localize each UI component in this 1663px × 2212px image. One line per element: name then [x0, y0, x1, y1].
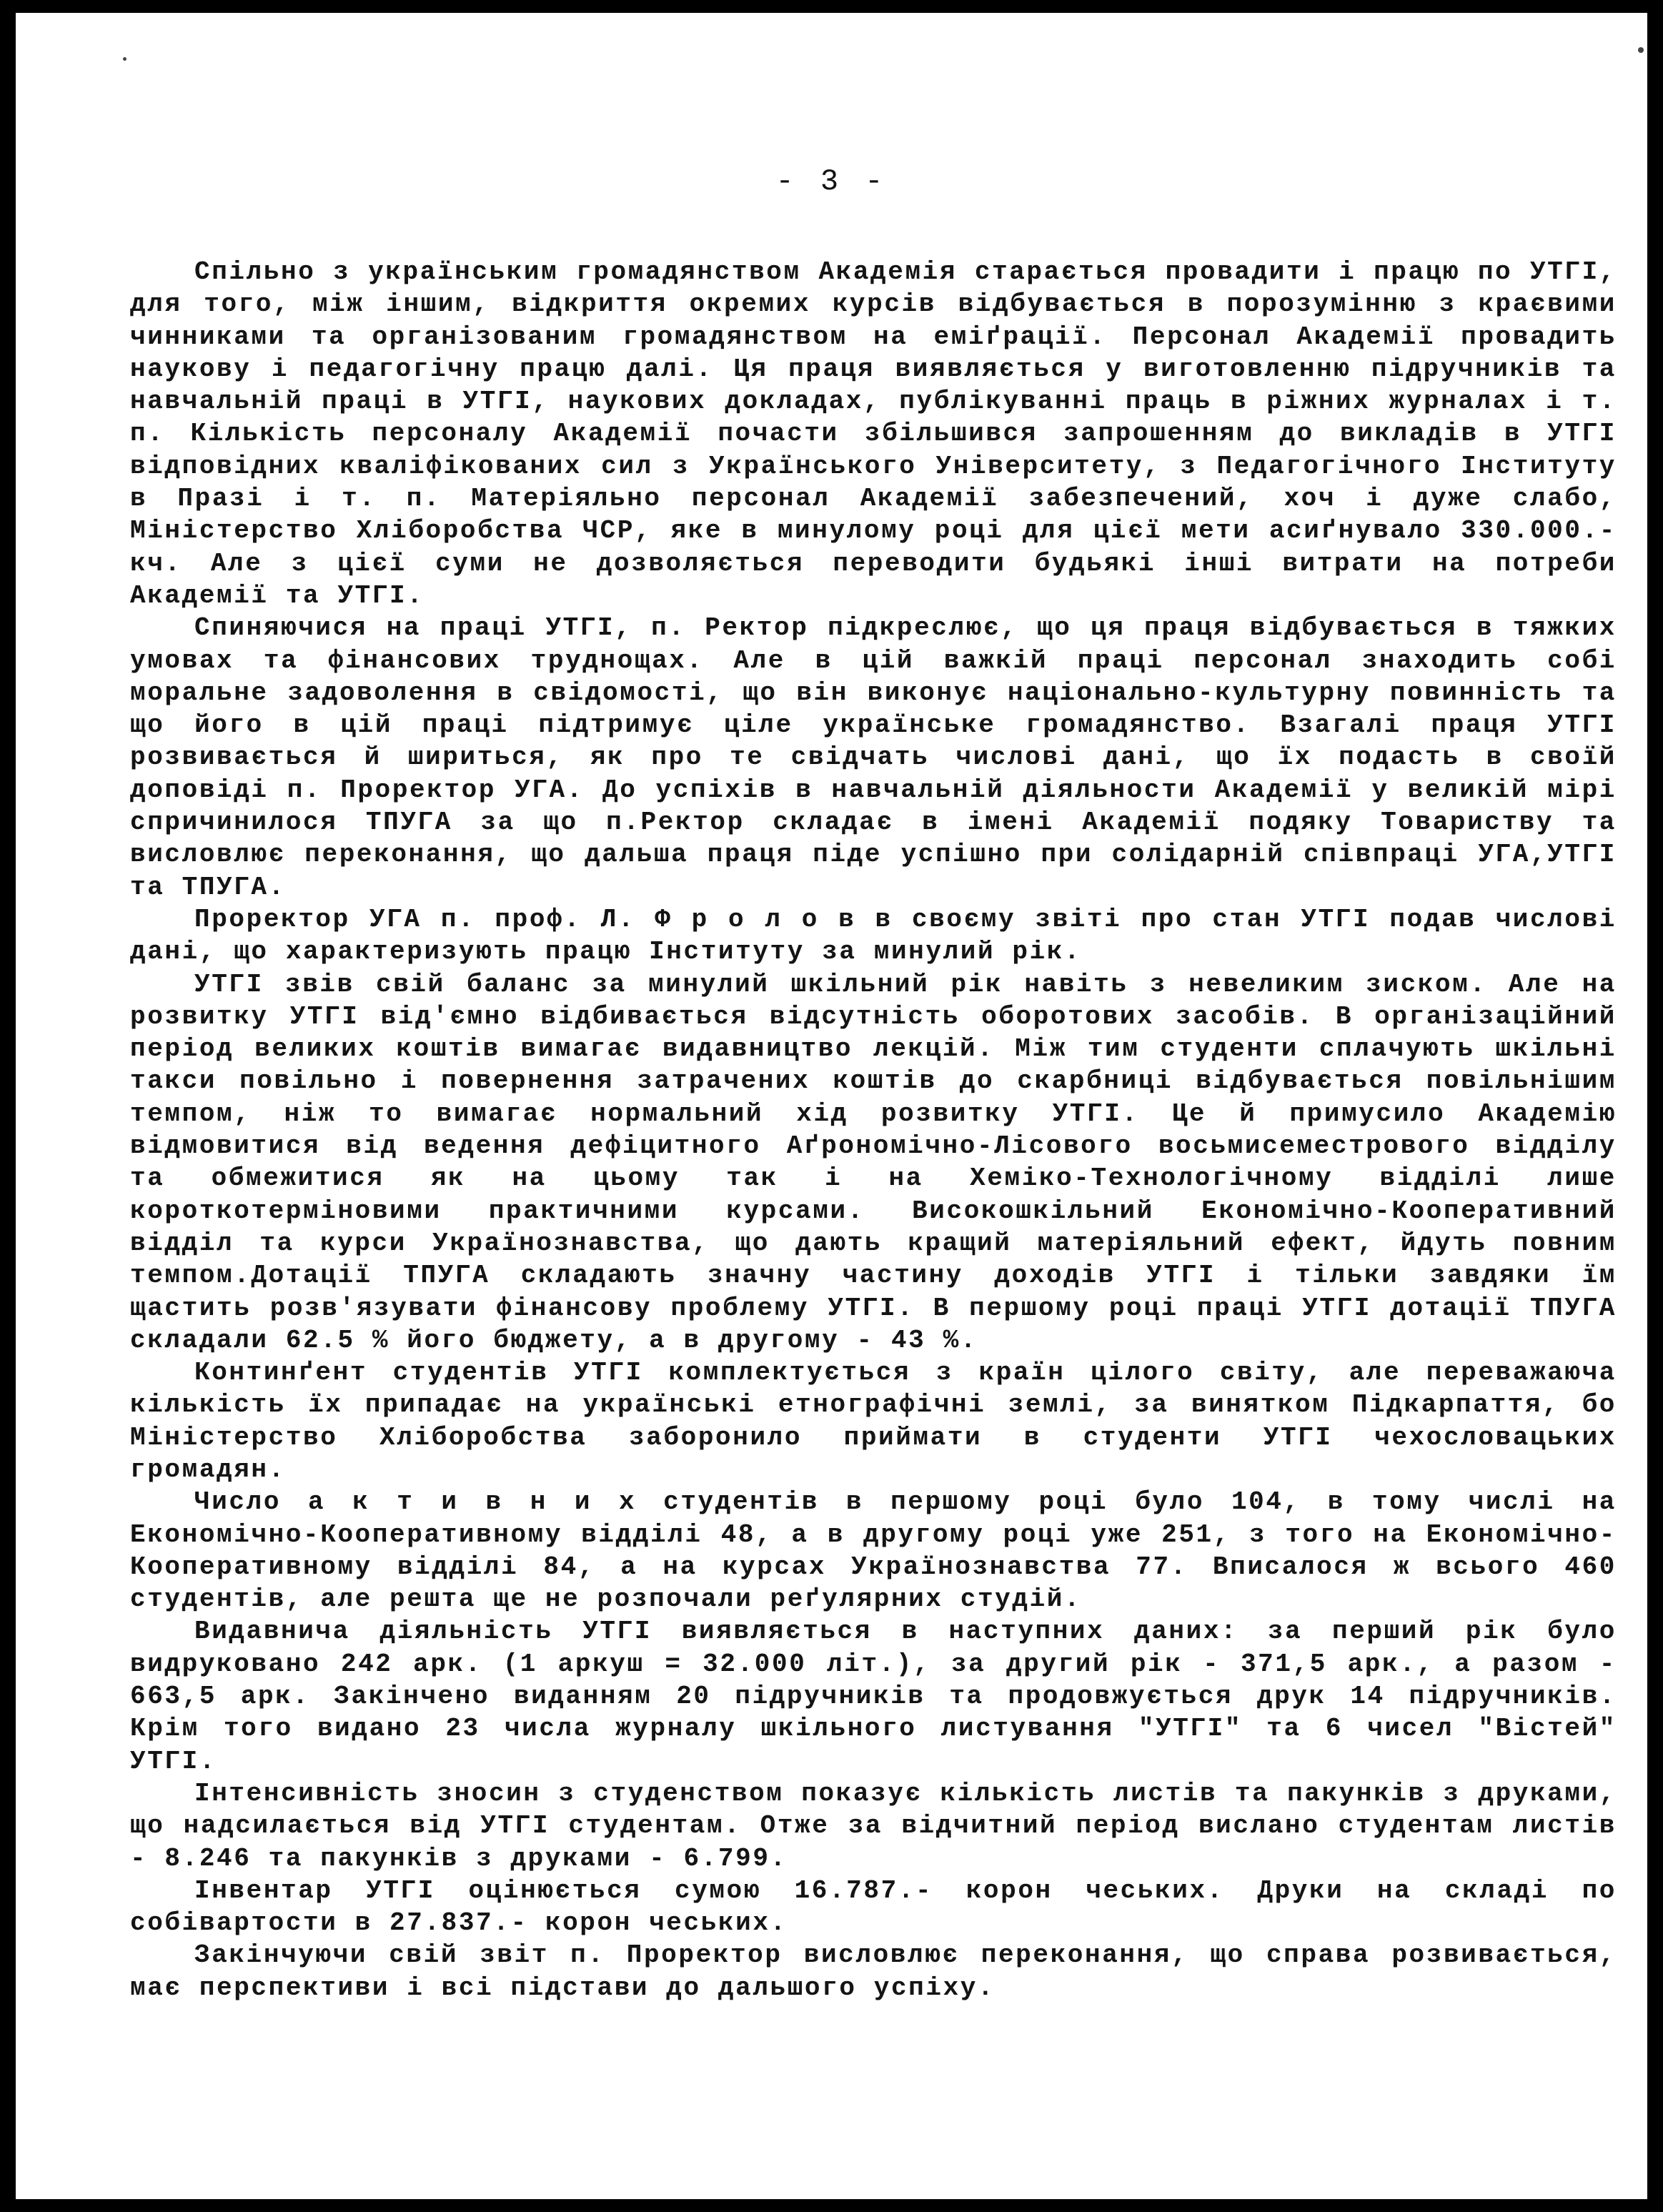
paragraph-academy-work: Спільно з українським громадянством Академія старається провадити і працю по УТГІ, для того, між іншим, відкриття окремих курсів відбувається в порозумінню з краєвими чинниками та організованим громадянством на еміґрації. Персонал Академії провадить наукову і педагогічну працю далі. Ця праця виявляється у виготовленню підручників та навчальній праці в УТГІ, наукових докладах, публікуванні праць в ріжних журналах і т. п. Кількість персоналу Академії почасти збільшився запрошенням до викладів в УТГІ відповідних кваліфікованих сил з Українського Університету, з Педагогічного Інституту в Празі і т. п. Матеріяльно персонал Академії забезпечений, хоч і дуже слабо, Міністерство Хліборобства ЧСР, яке в минулому році для цієї мети асиґнувало 330.000.- кч. Але з цієї суми не дозволяється переводити будьякі інші витрати на потреби Академії та УТГІ. — [130, 257, 1617, 610]
paragraph-active-students: Число а к т и в н и х студентів в першому році було 104, в тому числі на Економічно-Кооперативному відділі 48, а в другому році уже 251, з того на Економічно-Кооперативному відділі 84, а на курсах Українознавства 77. Вписалося ж всього 460 студентів, але решта ще не розпочали реґулярних студій. — [130, 1487, 1617, 1615]
document-page — [16, 13, 1647, 2199]
paragraph-inventory: Інвентар УТГІ оцінюється сумою 16.787.- корон чеських. Друки на складі по собівартости в 27.837.- корон чеських. — [130, 1875, 1617, 1938]
paragraph-prorector-intro: Проректор УГА п. проф. Л. Ф р о л о в в своєму звіті про стан УТГІ подав числові дані, що характеризують працю Інституту за минулий рік. — [130, 904, 1617, 967]
paragraph-publishing: Видавнича діяльність УТГІ виявляється в наступних даних: за перший рік було видруковано 242 арк. (1 аркуш = 32.000 літ.), за другий рік - 371,5 арк., а разом - 663,5 арк. Закінчено виданням 20 підручників та продовжується друк 14 підручників. Крім того видано 23 числа журналу шкільного листування "УТГІ" та 6 чисел "Вістей" УТГІ. — [130, 1617, 1617, 1776]
page-number: - 3 - — [775, 164, 888, 199]
document-body — [130, 256, 1617, 2004]
paragraph-rector-report: Спиняючися на праці УТГІ, п. Ректор підкреслює, що ця праця відбувається в тяжких умовах та фінансових труднощах. Але в цій важкій праці персонал знаходить собі моральне задоволення в свідомості, що він виконує національно-культурну повинність та що його в цій праці підтримує ціле українське громадянство. Взагалі праця УТГІ розвивається й шириться, як про те свідчать числові дані, що їх подасть в своїй доповіді п. Проректор УГА. До успіхів в навчальній діяльности Академії у великій мірі спричинилося ТПУГА за що п.Ректор складає в імені Академії подяку Товариству та висловлює переконання, що дальша праця піде успішно при солідарній співпраці УГА,УТГІ та ТПУГА. — [130, 613, 1617, 902]
paragraph-conclusion: Закінчуючи свій звіт п. Проректор висловлює переконання, що справа розвивається, має перспективи і всі підстави до дальшого успіху. — [130, 1940, 1617, 2003]
scan-speck — [123, 57, 126, 61]
paragraph-student-contingent: Континґент студентів УТГІ комплектується з країн цілого світу, але переважаюча кількість їх припадає на українські етнографічні землі, за винятком Підкарпаття, бо Міністерство Хліборобства заборонило приймати в студенти УТГІ чехословацьких громадян. — [130, 1358, 1617, 1484]
paragraph-correspondence: Інтенсивність зносин з студенством показує кількість листів та пакунків з друками, що надсилається від УТГІ студентам. Отже за відчитний період вислано студентам листів - 8.246 та пакунків з друками - 6.799. — [130, 1778, 1617, 1873]
scan-speck — [1638, 47, 1644, 53]
paragraph-balance: УТГІ звів свій баланс за минулий шкільний рік навіть з невеликим зиском. Але на розвитку УТГІ від'ємно відбивається відсутність оборотових засобів. В організаційний період великих коштів вимагає видавництво лекцій. Між тим студенти сплачують шкільні такси повільно і повернення затрачених коштів до скарбниці відбувається повільнішим темпом, ніж то вимагає нормальний хід розвитку УТГІ. Це й примусило Академію відмовитися від ведення дефіцитного Аґрономічно-Лісового восьмисеместрового відділу та обмежитися як на цьому так і на Хеміко-Технологічному відділі лише короткотерміновими практичними курсами. Високошкільний Економічно-Кооперативний відділ та курси Українознавства, що дають кращий матеріяльний ефект, йдуть повним темпом.Дотації ТПУГА складають значну частину доходів УТГІ і тільки завдяки їм щастить розв'язувати фінансову проблему УТГІ. В першому році праці УТГІ дотації ТПУГА складали 62.5 % його бюджету, а в другому - 43 %. — [130, 969, 1617, 1355]
